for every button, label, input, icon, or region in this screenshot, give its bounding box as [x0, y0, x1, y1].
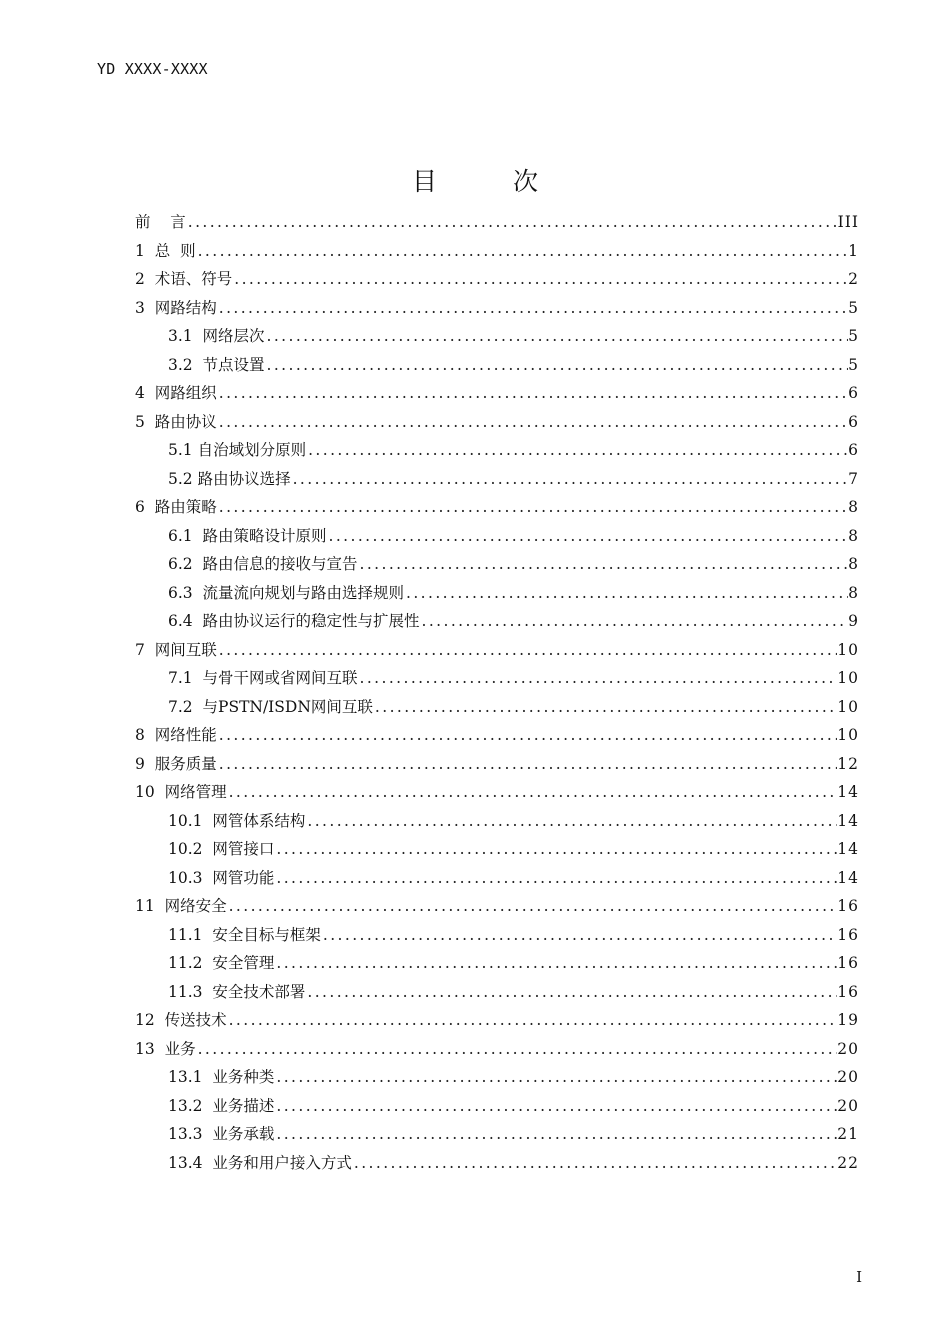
toc-entry-spacer: [155, 1006, 165, 1035]
toc-entry-number: 10: [135, 783, 155, 801]
toc-entry-label: 言: [170, 213, 186, 231]
toc-dot-leader: [373, 693, 837, 722]
toc-dot-leader: [358, 550, 849, 579]
toc-dot-leader: [217, 379, 848, 408]
toc-entry[interactable]: [135, 208, 859, 237]
toc-entry-label: 流量流向规划与路由选择规则: [202, 583, 405, 602]
toc-entry-spacer: [203, 949, 213, 978]
toc-entry-page: 1: [848, 241, 859, 260]
toc-entry-label: 总 则: [154, 241, 196, 260]
toc-entry-page: 10: [837, 697, 859, 716]
toc-entry-spacer: [155, 1035, 165, 1064]
toc-entry-spacer: [145, 493, 155, 522]
toc-entry-spacer: [203, 1092, 213, 1121]
toc-dot-leader: [274, 864, 837, 893]
toc-entry-spacer: [145, 408, 155, 437]
toc-dot-leader: [186, 208, 838, 237]
toc-entry-label: 业务种类: [212, 1068, 275, 1086]
toc-entry-number: 6.1: [168, 526, 193, 545]
toc-entry-label: 传送技术: [164, 1011, 227, 1029]
toc-entry-number: 13.3: [168, 1125, 203, 1143]
toc-entry-number: 13.2: [168, 1096, 203, 1115]
toc-entry-label: 网路结构: [154, 298, 217, 317]
toc-entry-spacer: [193, 607, 203, 636]
toc-entry-spacer: [145, 750, 155, 779]
toc-entry-page: 20: [837, 1039, 859, 1058]
toc-entry-number: 13.1: [168, 1068, 203, 1086]
toc-dot-leader: [227, 778, 838, 807]
toc-dot-leader: [196, 1035, 838, 1064]
toc-dot-leader: [227, 1006, 838, 1035]
toc-dot-leader: [217, 636, 838, 665]
toc-dot-leader: [352, 1149, 837, 1178]
toc-entry-page: 14: [837, 840, 859, 858]
toc-dot-leader: [327, 522, 849, 551]
toc-entry-page: 7: [848, 469, 859, 488]
toc-dot-leader: [305, 978, 837, 1007]
toc-entry-page: 16: [837, 954, 859, 972]
toc-entry-number: 13.4: [168, 1153, 203, 1172]
toc-entry-number: 前: [135, 213, 151, 231]
page-number: I: [856, 1268, 862, 1286]
toc-entry-page: 8: [848, 583, 859, 602]
document-code: YD XXXX-XXXX: [97, 60, 208, 78]
toc-entry[interactable]: [135, 693, 859, 722]
toc-entry-page: 16: [837, 925, 859, 944]
toc-entry-page: 14: [837, 783, 859, 801]
toc-entry[interactable]: [135, 237, 859, 266]
toc-entry[interactable]: [135, 978, 859, 1007]
toc-dot-leader: [274, 1092, 837, 1121]
toc-entry-number: 12: [135, 1011, 155, 1029]
toc-dot-leader: [265, 351, 849, 380]
toc-entry-spacer: [193, 550, 203, 579]
toc-entry-label: 路由协议运行的稳定性与扩展性: [202, 612, 420, 630]
toc-entry-page: 20: [837, 1096, 859, 1115]
toc-entry-label: 路由信息的接收与宣告: [202, 555, 358, 573]
toc-entry-page: 5: [848, 355, 859, 374]
toc-entry[interactable]: [135, 636, 859, 665]
toc-entry-page: 10: [837, 640, 859, 659]
toc-entry-page: 12: [837, 754, 859, 773]
toc-entry-page: 10: [837, 726, 859, 744]
toc-dot-leader: [321, 921, 837, 950]
toc-dot-leader: [217, 294, 848, 323]
toc-dot-leader: [274, 1063, 837, 1092]
toc-entry-number: 3: [135, 298, 145, 317]
toc-entry-number: 13: [135, 1039, 155, 1058]
toc-entry[interactable]: [135, 835, 859, 864]
toc-entry-page: 6: [848, 384, 859, 402]
toc-entry-label: 网管接口: [212, 840, 275, 858]
toc-entry[interactable]: [135, 294, 859, 323]
toc-dot-leader: [420, 607, 849, 636]
toc-entry[interactable]: [135, 493, 859, 522]
toc-entry-spacer: [145, 636, 155, 665]
toc-entry-number: 6.4: [168, 612, 193, 630]
toc-entry[interactable]: [135, 465, 859, 494]
toc-dot-leader: [358, 664, 838, 693]
toc-entry-number: 6.2: [168, 555, 193, 573]
toc-entry-label: 网络管理: [164, 783, 227, 801]
toc-entry-page: 21: [837, 1125, 859, 1143]
toc-entry[interactable]: [135, 436, 859, 465]
toc-entry-page: 9: [848, 612, 859, 630]
toc-entry[interactable]: [135, 265, 859, 294]
toc-entry-number: 5.1: [168, 441, 193, 459]
toc-entry-number: 7.2: [168, 697, 193, 716]
toc-entry-page: 14: [837, 868, 859, 887]
toc-dot-leader: [306, 436, 848, 465]
toc-entry-spacer: [193, 322, 203, 351]
toc-entry-label: 网络性能: [154, 726, 217, 744]
toc-entry-label: 业务承载: [212, 1125, 275, 1143]
toc-entry-spacer: [203, 1063, 213, 1092]
toc-entry-number: 4: [135, 384, 145, 402]
toc-entry[interactable]: [135, 1035, 859, 1064]
toc-entry-number: 10.1: [168, 811, 203, 830]
toc-dot-leader: [196, 237, 849, 266]
toc-entry[interactable]: [135, 379, 859, 408]
toc-entry-spacer: [203, 921, 213, 950]
toc-entry[interactable]: [135, 1092, 859, 1121]
toc-entry-page: III: [837, 213, 859, 231]
toc-entry[interactable]: [135, 949, 859, 978]
toc-entry[interactable]: [135, 1006, 859, 1035]
toc-entry-number: 8: [135, 726, 145, 744]
toc-entry[interactable]: [135, 408, 859, 437]
toc-entry-number: 7.1: [168, 669, 193, 687]
toc-entry[interactable]: [135, 892, 859, 921]
toc-entry-spacer: [193, 664, 203, 693]
toc-entry-page: 14: [837, 811, 859, 830]
toc-entry-spacer: [193, 522, 203, 551]
toc-entry-page: 6: [848, 412, 859, 431]
toc-entry-label: 网路组织: [154, 384, 217, 402]
toc-entry[interactable]: [135, 921, 859, 950]
toc-entry[interactable]: [135, 807, 859, 836]
toc-entry[interactable]: [135, 522, 859, 551]
toc-dot-leader: [217, 750, 838, 779]
toc-entry-spacer: [203, 864, 213, 893]
toc-entry-label: 路由策略: [154, 498, 217, 516]
toc-entry-spacer: [145, 379, 155, 408]
toc-entry-spacer: [203, 1120, 213, 1149]
toc-dot-leader: [232, 265, 848, 294]
toc-entry-page: 16: [837, 897, 859, 915]
toc-entry[interactable]: [135, 550, 859, 579]
toc-entry-number: 3.2: [168, 355, 193, 374]
toc-entry-spacer: [155, 778, 165, 807]
toc-entry-label: 自治域划分原则: [197, 441, 307, 459]
toc-entry-spacer: [151, 208, 171, 237]
toc-entry-page: 22: [837, 1153, 859, 1172]
toc-dot-leader: [265, 322, 849, 351]
toc-entry-number: 7: [135, 640, 145, 659]
toc-dot-leader: [217, 493, 848, 522]
toc-entry-spacer: [203, 835, 213, 864]
toc-entry-label: 路由协议选择: [197, 469, 291, 488]
toc-entry-spacer: [145, 265, 155, 294]
toc-entry-page: 5: [848, 327, 859, 345]
toc-entry[interactable]: [135, 607, 859, 636]
toc-dot-leader: [274, 835, 837, 864]
toc-entry[interactable]: [135, 322, 859, 351]
toc-entry-page: 8: [848, 526, 859, 545]
toc-entry-label: 安全管理: [212, 954, 275, 972]
toc-entry-page: 10: [837, 669, 859, 687]
toc-entry-number: 11.3: [168, 982, 203, 1001]
toc-entry-number: 6: [135, 498, 145, 516]
toc-entry-label: 网管功能: [212, 868, 275, 887]
toc-entry-label: 与骨干网或省网间互联: [202, 669, 358, 687]
toc-entry-number: 6.3: [168, 583, 193, 602]
toc-entry[interactable]: [135, 778, 859, 807]
toc-entry-label: 节点设置: [202, 355, 265, 374]
toc-entry-number: 2: [135, 270, 145, 288]
toc-entry-number: 11.1: [168, 925, 203, 944]
toc-entry-label: 网间互联: [154, 640, 217, 659]
toc-entry-label: 路由策略设计原则: [202, 526, 327, 545]
toc-entry-label: 路由协议: [154, 412, 217, 431]
toc-entry[interactable]: [135, 721, 859, 750]
toc-title: 目 次: [412, 167, 572, 196]
toc-entry-number: 10.2: [168, 840, 203, 858]
toc-entry-label: 网络安全: [164, 897, 227, 915]
toc-entry-number: 10.3: [168, 868, 203, 887]
toc-entry-spacer: [193, 579, 203, 608]
toc-dot-leader: [227, 892, 838, 921]
toc-entry-number: 9: [135, 754, 145, 773]
toc-entry-spacer: [203, 1149, 213, 1178]
toc-entry-number: 11.2: [168, 954, 203, 972]
toc-entry-number: 5: [135, 412, 145, 431]
toc-entry-page: 2: [848, 270, 859, 288]
toc-entry-number: 11: [135, 897, 155, 915]
toc-entry[interactable]: [135, 864, 859, 893]
toc-entry[interactable]: [135, 351, 859, 380]
toc-entry-number: 3.1: [168, 327, 193, 345]
toc-entry-page: 8: [848, 555, 859, 573]
toc-dot-leader: [404, 579, 848, 608]
toc-dot-leader: [274, 1120, 837, 1149]
toc-entry-label: 服务质量: [154, 754, 217, 773]
toc-entry-page: 8: [848, 498, 859, 516]
toc-entry-spacer: [193, 351, 203, 380]
toc-entry-label: 业务和用户接入方式: [212, 1153, 352, 1172]
toc-entry-page: 20: [837, 1068, 859, 1086]
toc-entry-label: 业务描述: [212, 1096, 275, 1115]
toc-entry[interactable]: [135, 1063, 859, 1092]
toc-entry-label: 与PSTN/ISDN网间互联: [202, 697, 373, 716]
toc-dot-leader: [291, 465, 849, 494]
toc-entry-page: 5: [848, 298, 859, 317]
toc-entry-label: 业务: [164, 1039, 196, 1058]
toc-dot-leader: [217, 408, 848, 437]
toc-entry-number: 1: [135, 241, 145, 260]
toc-entry-spacer: [203, 807, 213, 836]
toc-entry-label: 网管体系结构: [212, 811, 306, 830]
toc-entry-number: 5.2: [168, 469, 193, 488]
toc-dot-leader: [274, 949, 837, 978]
toc-entry[interactable]: [135, 1120, 859, 1149]
toc-entry-spacer: [145, 294, 155, 323]
toc-entry-spacer: [155, 892, 165, 921]
toc-entry-label: 术语、符号: [154, 270, 233, 288]
toc-entry[interactable]: [135, 664, 859, 693]
toc-entry-spacer: [145, 721, 155, 750]
toc-entry-page: 6: [848, 441, 859, 459]
toc-entry-label: 安全技术部署: [212, 982, 306, 1001]
toc-entry[interactable]: [135, 750, 859, 779]
toc-entry-label: 网络层次: [202, 327, 265, 345]
toc-entry-label: 安全目标与框架: [212, 925, 321, 944]
toc-entry-page: 16: [837, 982, 859, 1001]
toc-entry[interactable]: [135, 1149, 859, 1178]
toc-entry-spacer: [203, 978, 213, 1007]
table-of-contents: [135, 208, 859, 1177]
toc-dot-leader: [217, 721, 838, 750]
toc-dot-leader: [305, 807, 837, 836]
toc-entry[interactable]: [135, 579, 859, 608]
toc-entry-spacer: [193, 693, 203, 722]
toc-entry-spacer: [145, 237, 155, 266]
toc-entry-page: 19: [837, 1011, 859, 1029]
